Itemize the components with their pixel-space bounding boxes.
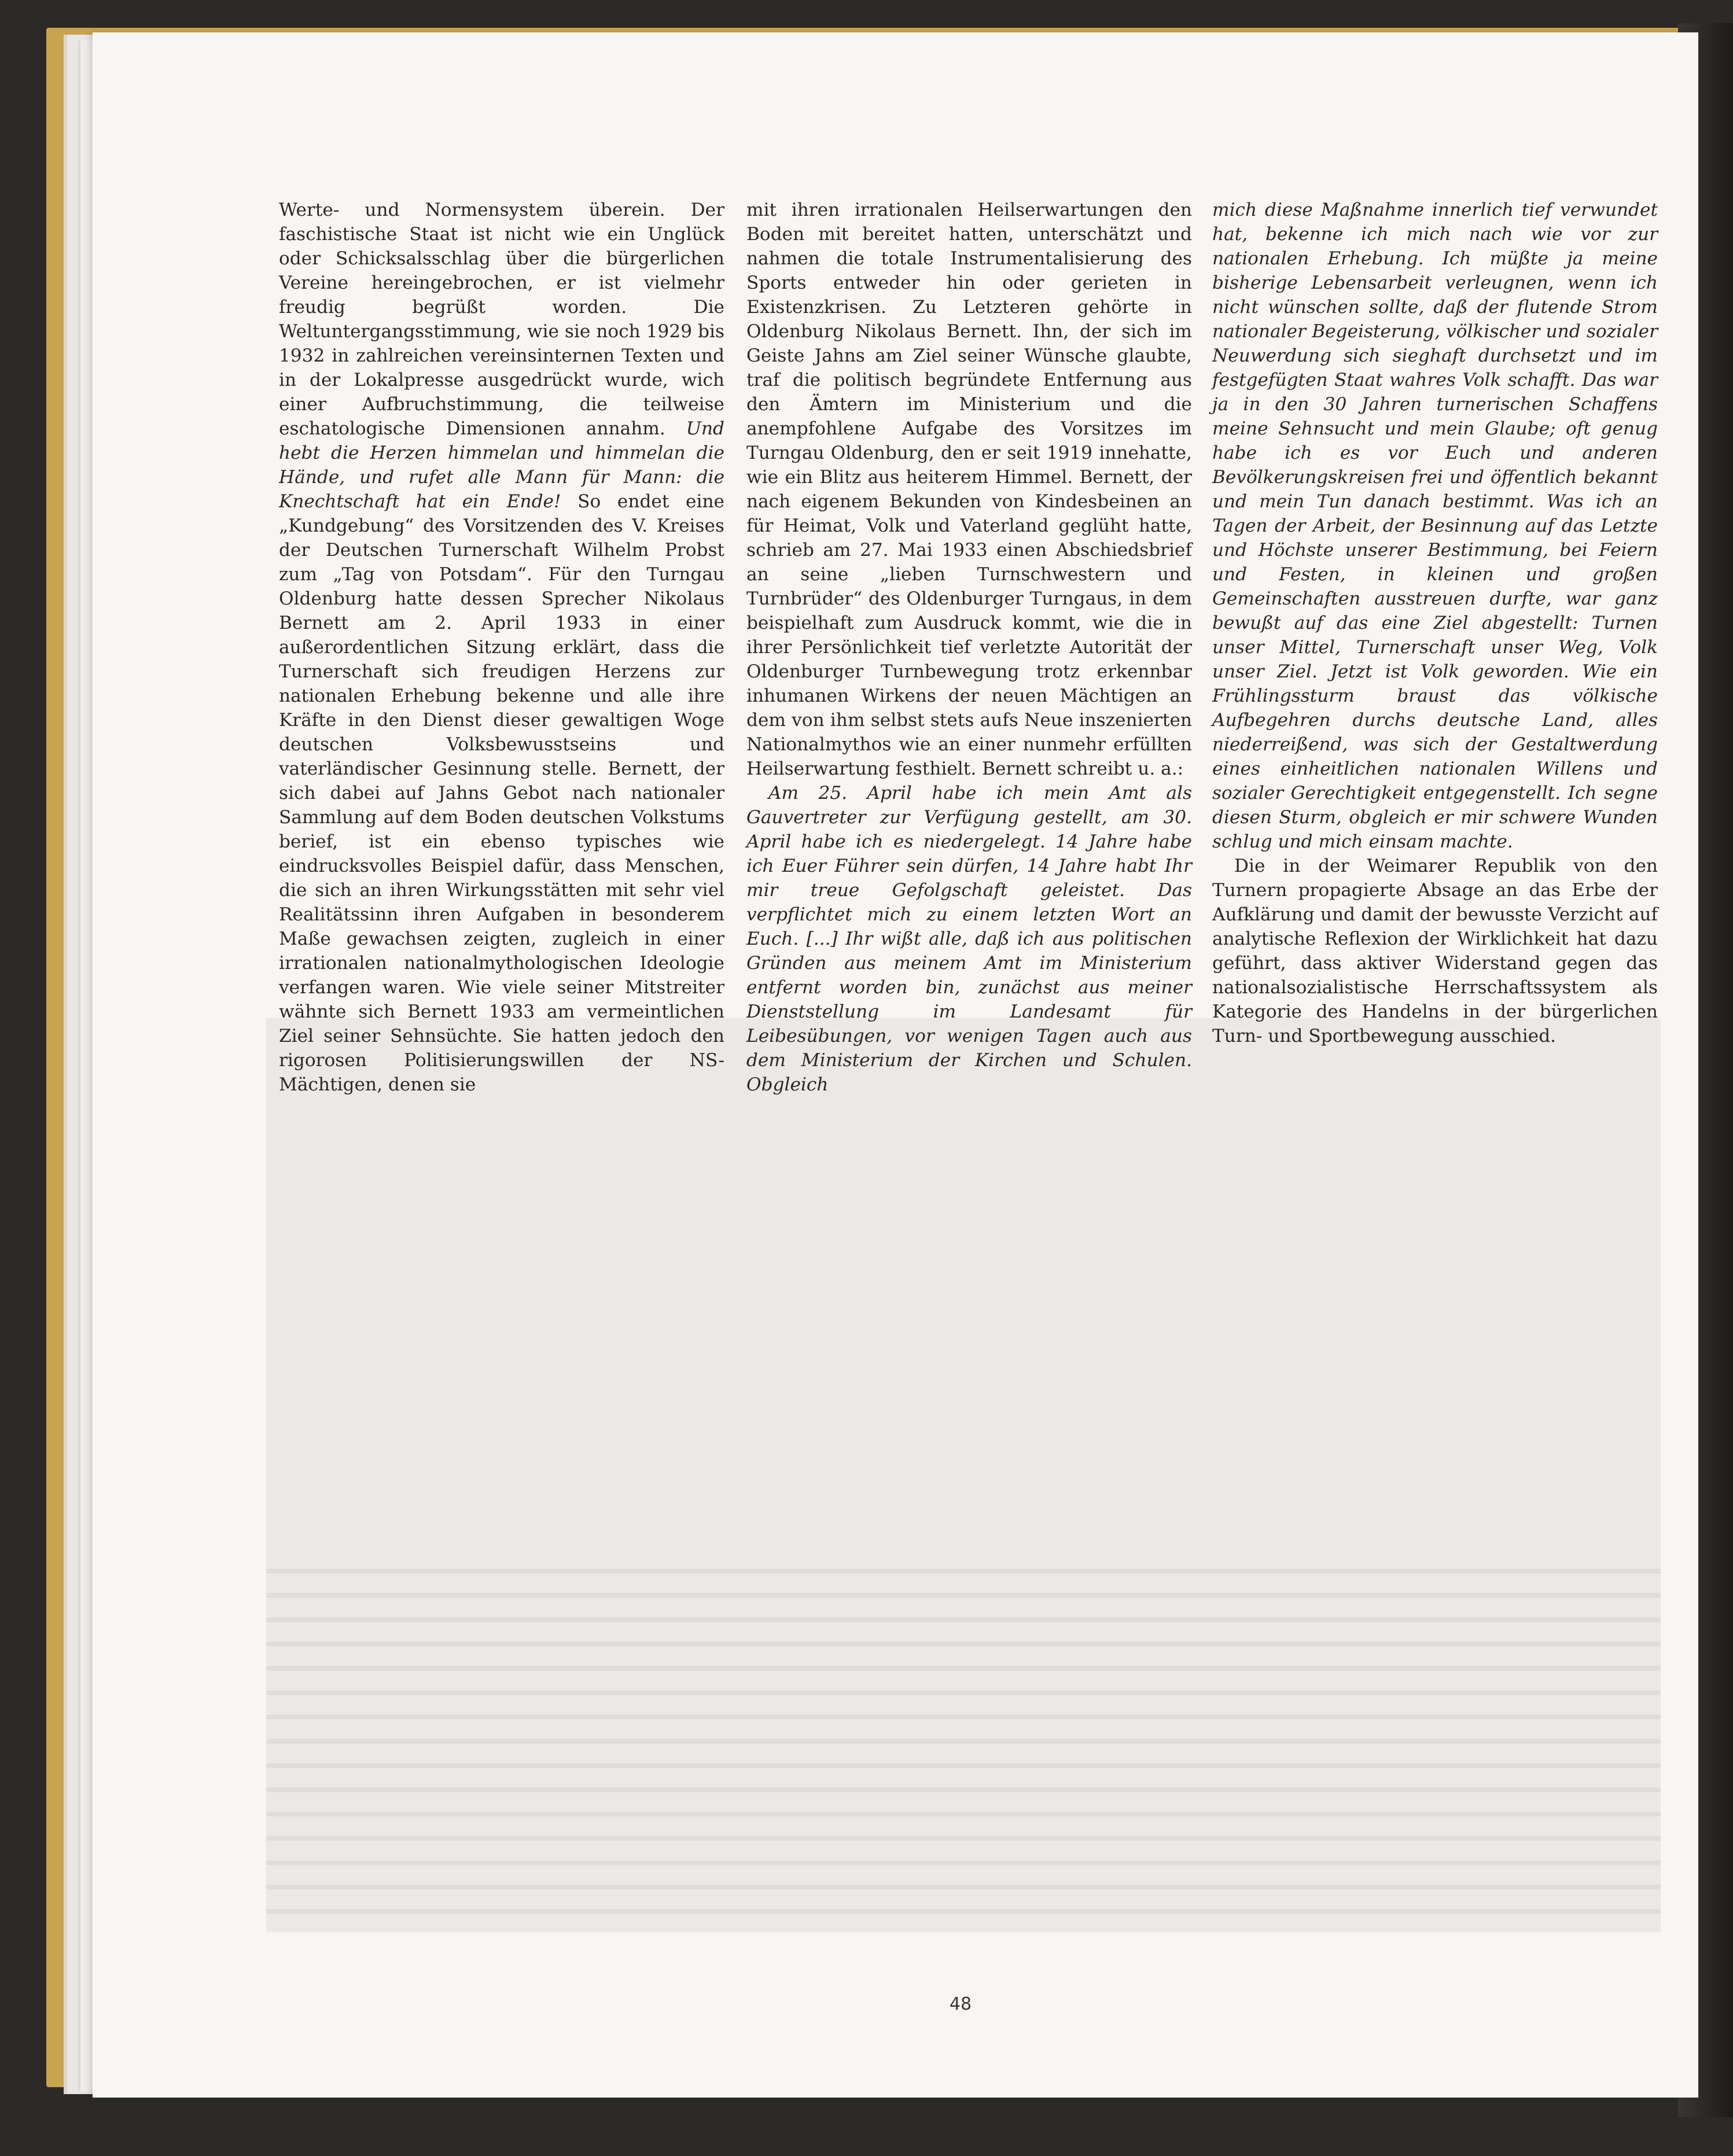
paragraph	[279, 198, 724, 1097]
page-number: 48	[949, 1994, 972, 2014]
text-run: Werte- und Normensystem überein. Der faschistische Staat ist nicht wie ein Unglück oder Schicksalsschlag über die bürgerlichen Vereine hereingebrochen, er ist vielmehr freudig begrüßt worden. Die Weltuntergangsstimmung, wie sie noch 1929 bis 1932 in zahlreichen vereinsinternen Texten und in der Lokalpresse ausgedrückt wurde, wich einer Aufbruchstimmung, die teilweise eschatologische Dimensionen annahm.	[279, 200, 724, 439]
reverse-show-through-lines	[266, 1556, 1661, 1926]
paragraph	[746, 198, 1192, 781]
quote-italic: mich diese Maßnahme innerlich tief verwundet hat, bekenne ich mich nach wie vor zur nationalen Erhebung. Ich müßte ja meine bisherige Lebensarbeit verleugnen, wenn ich nicht wünschen sollte, daß der flutende Strom nationaler Begeisterung, völkischer und sozialer Neuwerdung sich sieghaft durchsetzt und im festgefügten Staat wahres Volk schafft. Das war ja in den 30 Jahren turnerischen Schaffens meine Sehnsucht und mein Glaube; oft genug habe ich es vor Euch und anderen Bevölkerungskreisen frei und öffentlich bekannt und mein Tun danach bestimmt. Was ich an Tagen der Arbeit, der Besinnung auf das Letzte und Höchste unserer Bestimmung, bei Feiern und Festen, in kleinen und großen Gemeinschaften ausstreuen durfte, war ganz bewußt auf das eine Ziel abgestellt: Turnen unser Mittel, Turnerschaft unser Weg, Volk unser Ziel. Jetzt ist Volk geworden. Wie ein Frühlingssturm braust das völkische Aufbegehren durchs deutsche Land, alles niederreißend, was sich der Gestaltwerdung eines einheitlichen nationalen Willens und sozialer Gerechtigkeit entgegenstellt. Ich segne diesen Sturm, obgleich er mir schwere Wunden schlug und mich einsam machte.	[1212, 200, 1658, 852]
paragraph	[1212, 854, 1658, 1048]
text-run: So endet eine „Kundgebung“ des Vorsitzenden des V. Kreises der Deutschen Turnerschaft Wilhelm Probst zum „Tag von Potsdam“. Für den Turngau Oldenburg hatte dessen Sprecher Nikolaus Bernett am 2. April 1933 in einer außerordentlichen Sitzung erklärt, dass die Turnerschaft sich freudigen Herzens zur nationalen Erhebung bekenne und alle ihre Kräfte in den Dienst dieser gewaltigen Woge deutschen Volksbewusstseins und vaterländischer Gesinnung stelle. Bernett, der sich dabei auf Jahns Gebot nach nationaler Sammlung auf dem Boden deutschen Volkstums berief, ist ein ebenso typisches wie eindrucksvolles Beispiel dafür, dass Menschen, die sich an ihren Wirkungsstätten mit sehr viel Realitätssinn ihren Aufgaben in besonderem Maße gewachsen zeigten, zugleich in einer irrationalen nationalmythologischen Ideologie verfangen waren. Wie viele seiner Mitstreiter wähnte sich Bernett 1933 am vermeintlichen Ziel seiner Sehnsüchte. Sie hatten jedoch den rigorosen Politisierungswillen der NS-Mächtigen, denen sie	[279, 491, 725, 1095]
quote-paragraph	[1212, 198, 1658, 854]
text-run: Die in der Weimarer Republik von den Turnern propagierte Absage an das Erbe der Aufklärung und damit der bewusste Verzicht auf analytische Reflexion der Wirklichkeit hat dazu geführt, dass aktiver Widerstand gegen das nationalsozialistische Herrschaftssystem als Kategorie des Handelns in der bürgerlichen Turn- und Sportbewegung ausschied.	[1212, 856, 1658, 1046]
text-column-2	[746, 198, 1192, 1097]
quote-italic: Am 25. April habe ich mein Amt als Gauvertreter zur Verfügung gestellt, am 30. April habe ich es niedergelegt. 14 Jahre habe ich Euer Führer sein dürfen, 14 Jahre habt Ihr mir treue Gefolgschaft geleistet. Das verpflichtet mich zu einem letzten Wort an Euch. [...] Ihr wißt alle, daß ich aus politischen Gründen aus meinem Amt im Ministerium entfernt worden bin, zunächst aus meiner Dienststellung im Landesamt für Leibesübungen, vor wenigen Tagen auch aus dem Ministerium der Kirchen und Schulen. Obgleich	[746, 783, 1192, 1095]
text-column-3	[1212, 198, 1658, 1048]
text-column-1	[279, 198, 724, 1097]
quote-italic: Und hebt die Herzen himmelan und himmelan die Hände, und rufet alle Mann für Mann: die Knechtschaft hat ein Ende!	[279, 418, 724, 512]
quote-paragraph	[746, 781, 1192, 1097]
text-run: mit ihren irrationalen Heilserwartungen den Boden mit bereitet hatten, unterschätzt und nahmen die totale Instrumentalisierung des Sports entweder hin oder gerieten in Existenzkrisen. Zu Letzteren gehörte in Oldenburg Nikolaus Bernett. Ihn, der sich im Geiste Jahns am Ziel seiner Wünsche glaubte, traf die politisch begründete Entfernung aus den Ämtern im Ministerium und die anempfohlene Aufgabe des Vorsitzes im Turngau Oldenburg, den er seit 1919 innehatte, wie ein Blitz aus heiterem Himmel. Bernett, der nach eigenem Bekunden von Kindesbeinen an für Heimat, Volk und Vaterland geglüht hatte, schrieb am 27. Mai 1933 einen Abschiedsbrief an seine „lieben Turnschwestern und Turnbrüder“ des Oldenburger Turngaus, in dem beispielhaft zum Ausdruck kommt, wie die in ihrer Persönlichkeit tief verletzte Autorität der Oldenburger Turnbewegung trotz erkennbar inhumanen Wirkens der neuen Mächtigen an dem von ihm selbst stets aufs Neue inszenierten Nationalmythos wie an einer nunmehr erfüllten Heilserwartung festhielt. Bernett schreibt u. a.:	[746, 200, 1192, 779]
